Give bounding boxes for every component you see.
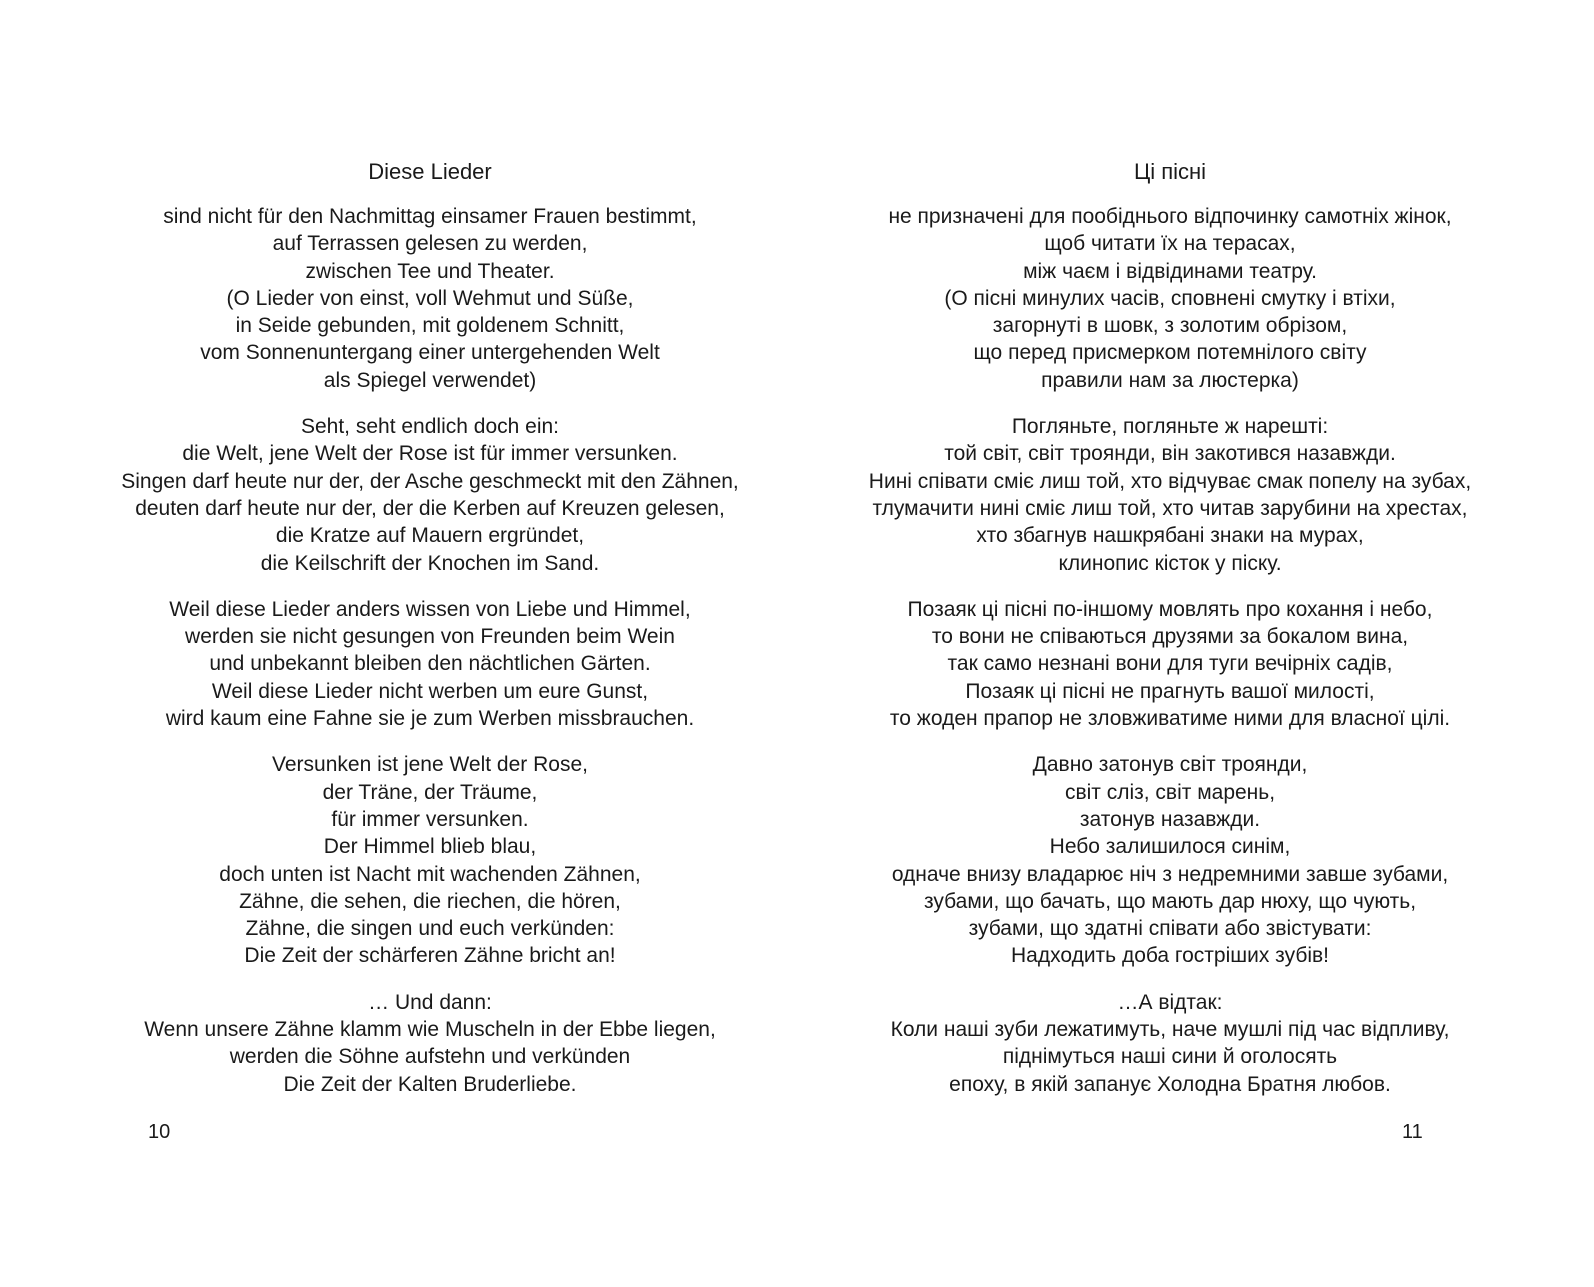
verse-line: der Träne, der Träume, bbox=[322, 780, 538, 804]
verse-line: Надходить доба гостріших зубів! bbox=[1010, 944, 1329, 968]
verse-line: Погляньте, погляньте ж нарешті: bbox=[1011, 415, 1329, 439]
verse-line: für immer versunken. bbox=[331, 807, 529, 831]
verse-line: (О пісні минулих часів, сповнені смутку і втіхи, bbox=[944, 286, 1396, 310]
verse-line: deuten darf heute nur der, der die Kerben auf Kreuzen gelesen, bbox=[135, 496, 725, 520]
stanza bbox=[70, 596, 790, 732]
verse-line: Seht, seht endlich doch ein: bbox=[300, 415, 559, 439]
verse-line: зубами, що бачать, що мають дар нюху, що чують, bbox=[923, 889, 1417, 913]
left-page bbox=[70, 156, 790, 1156]
verse-line: und unbekannt bleiben den nächtlichen Gärten. bbox=[209, 652, 651, 676]
verse-line: загорнуті в шовк, з золотим обрізом, bbox=[992, 314, 1348, 338]
left-stanzas bbox=[70, 203, 790, 1098]
verse-line: sind nicht für den Nachmittag einsamer Frauen bestimmt, bbox=[163, 205, 697, 228]
verse-line: Позаяк ці пісні по-іншому мовлять про кохання і небо, bbox=[907, 597, 1433, 621]
verse-line: (O Lieder von einst, voll Wehmut und Süße, bbox=[226, 286, 634, 310]
verse-line: werden die Söhne aufstehn und verkünden bbox=[229, 1045, 631, 1069]
verse-line: Weil diese Lieder nicht werben um eure Gunst, bbox=[211, 679, 649, 703]
stanza bbox=[810, 596, 1530, 732]
stanza bbox=[70, 203, 790, 394]
verse-line: …А відтак: bbox=[1117, 990, 1223, 1014]
verse-line: werden sie nicht gesungen von Freunden beim Wein bbox=[185, 625, 675, 649]
verse-line: між чаєм і відвідинами театру. bbox=[1023, 259, 1317, 283]
page-number-right: 11 bbox=[1402, 1121, 1423, 1143]
verse-line: клинопис кісток у піску. bbox=[1058, 551, 1282, 575]
verse-line: Die Zeit der Kalten Bruderliebe. bbox=[283, 1072, 577, 1096]
stanza bbox=[810, 751, 1530, 969]
stanza bbox=[810, 203, 1530, 394]
verse-line: Die Zeit der schärferen Zähne bricht an! bbox=[244, 944, 616, 968]
verse-line: doch unten ist Nacht mit wachenden Zähnen, bbox=[219, 862, 641, 886]
verse-line: die Kratze auf Mauern ergründet, bbox=[275, 524, 585, 548]
verse-line: die Keilschrift der Knochen im Sand. bbox=[260, 551, 600, 575]
verse-line: хто збагнув нашкрябані знаки на мурах, bbox=[976, 524, 1364, 548]
verse-line: in Seide gebunden, mit goldenem Schnitt, bbox=[235, 314, 625, 338]
verse-line: als Spiegel verwendet) bbox=[323, 368, 537, 392]
page-number-left: 10 bbox=[148, 1121, 171, 1143]
verse-line: wird kaum eine Fahne sie je zum Werben missbrauchen. bbox=[165, 707, 695, 731]
verse-line: auf Terrassen gelesen zu werden, bbox=[272, 232, 588, 256]
verse-line: одначе внизу владарює ніч з недремними завше зубами, bbox=[891, 862, 1449, 886]
stanza bbox=[70, 751, 790, 969]
verse-line: Позаяк ці пісні не прагнуть вашої милості, bbox=[965, 679, 1375, 703]
verse-line: не призначені для пообіднього відпочинку самотніх жінок, bbox=[888, 205, 1452, 228]
verse-line: die Welt, jene Welt der Rose ist für immer versunken. bbox=[182, 442, 678, 466]
right-stanzas bbox=[810, 203, 1530, 1098]
poem-title-ukrainian: Ці пісні bbox=[1133, 159, 1207, 184]
verse-line: то жоден прапор не зловживатиме ними для власної цілі. bbox=[889, 707, 1451, 731]
verse-line: Versunken ist jene Welt der Rose, bbox=[272, 753, 588, 777]
stanza bbox=[810, 989, 1530, 1098]
stanza bbox=[70, 413, 790, 577]
verse-line: так само незнані вони для туги вечірніх садів, bbox=[947, 652, 1393, 676]
verse-line: щоб читати їх на терасах, bbox=[1044, 232, 1296, 256]
verse-line: Zähne, die singen und euch verkünden: bbox=[245, 917, 615, 941]
verse-line: затонув назавжди. bbox=[1079, 807, 1261, 831]
verse-line: піднімуться наші сини й оголосять bbox=[1002, 1045, 1338, 1069]
verse-line: що перед присмерком потемнілого світу bbox=[973, 341, 1367, 365]
verse-line: … Und dann: bbox=[368, 990, 492, 1014]
verse-line: Zähne, die sehen, die riechen, die hören, bbox=[239, 889, 621, 913]
verse-line: то вони не співаються друзями за бокалом вина, bbox=[931, 625, 1409, 649]
verse-line: Давно затонув світ троянди, bbox=[1032, 753, 1308, 777]
verse-line: zwischen Tee und Theater. bbox=[305, 259, 555, 283]
verse-line: епоху, в якій запанує Холодна Братня любов. bbox=[949, 1072, 1391, 1096]
stanza bbox=[810, 413, 1530, 577]
verse-line: Singen darf heute nur der, der Asche geschmeckt mit den Zähnen, bbox=[121, 469, 739, 493]
stanza bbox=[70, 989, 790, 1098]
poem-title-german: Diese Lieder bbox=[368, 159, 492, 184]
verse-line: світ сліз, світ марень, bbox=[1064, 780, 1276, 804]
verse-line: той світ, світ троянди, він закотився назавжди. bbox=[944, 442, 1396, 466]
verse-line: Небо залишилося синім, bbox=[1049, 835, 1291, 859]
verse-line: правили нам за люстерка) bbox=[1041, 368, 1299, 392]
verse-line: vom Sonnenuntergang einer untergehenden Welt bbox=[200, 341, 660, 365]
verse-line: Der Himmel blieb blau, bbox=[323, 835, 537, 859]
right-page bbox=[810, 156, 1530, 1156]
verse-line: Коли наші зуби лежатимуть, наче мушлі під час відпливу, bbox=[890, 1018, 1450, 1042]
verse-line: Wenn unsere Zähne klamm wie Muscheln in der Ebbe liegen, bbox=[144, 1018, 716, 1042]
verse-line: тлумачити нині сміє лиш той, хто читав зарубини на хрестах, bbox=[872, 496, 1468, 520]
verse-line: зубами, що здатні співати або звістувати: bbox=[968, 917, 1372, 941]
verse-line: Нині співати сміє лиш той, хто відчуває смак попелу на зубах, bbox=[868, 469, 1472, 493]
verse-line: Weil diese Lieder anders wissen von Liebe und Himmel, bbox=[169, 597, 691, 621]
